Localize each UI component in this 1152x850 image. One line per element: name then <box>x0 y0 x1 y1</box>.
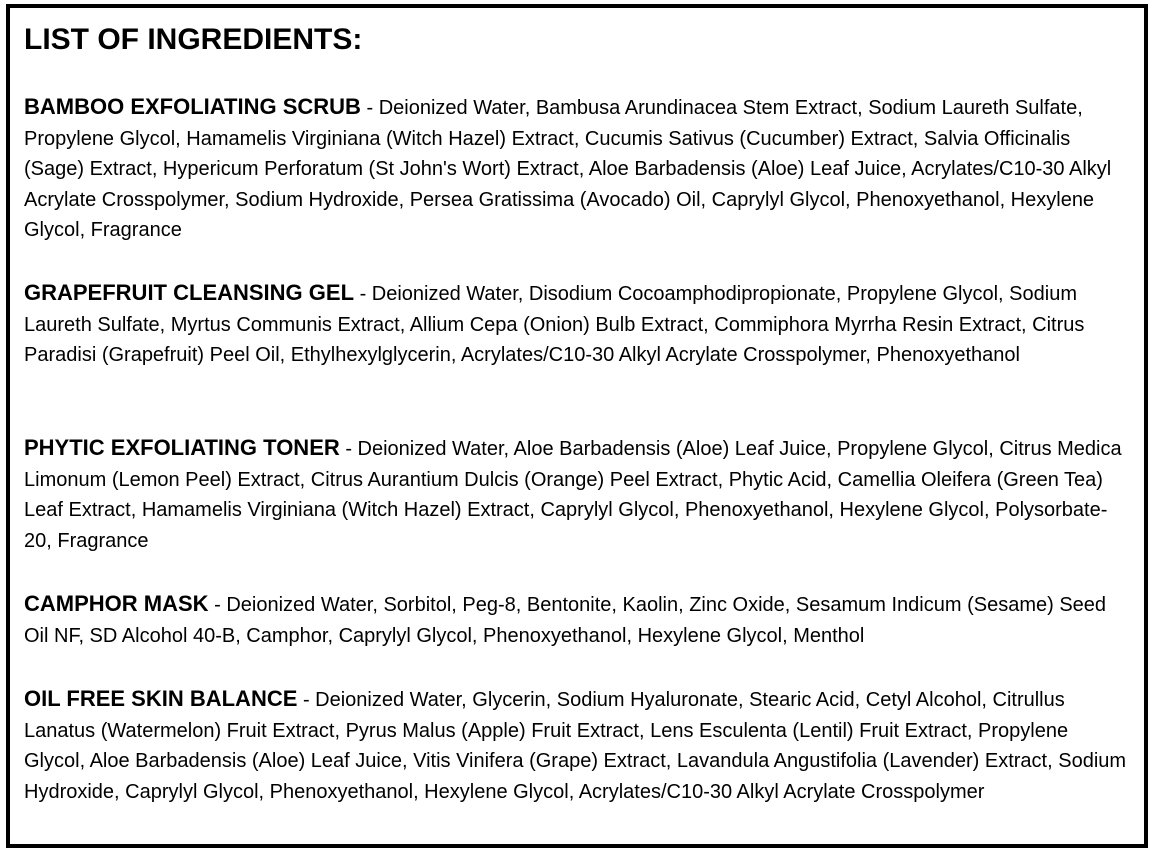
ingredient-list: Deionized Water, Disodium Cocoamphodipropionate, Propylene Glycol, Sodium Laureth Sulfate, Myrtus Communis Extract, Allium Cepa (Onion) Bulb Extract, Commiphora Myrrha Resin Extract, Citrus Paradisi (Grapefruit) Peel Oil, Ethylhexylglycerin, Acrylates/C10-30 Alkyl Acrylate Crosspolymer, Phenoxyethanol <box>24 283 1085 366</box>
separator: - <box>354 283 372 305</box>
ingredient-list: Deionized Water, Glycerin, Sodium Hyaluronate, Stearic Acid, Cetyl Alcohol, Citrullus Lanatus (Watermelon) Fruit Extract, Pyrus Malus (Apple) Fruit Extract, Lens Esculenta (Lentil) Fruit Extract, Propylene Glycol, Aloe Barbadensis (Aloe) Leaf Juice, Vitis Vinifera (Grape) Extract, Lavandula Angustifolia (Lavender) Extract, Sodium Hydroxide, Caprylyl Glycol, Phenoxyethanol, Hexylene Glycol, Acrylates/C10-30 Alkyl Acrylate Crosspolymer <box>24 689 1127 803</box>
product-name: BAMBOO EXFOLIATING SCRUB <box>24 94 361 119</box>
ingredient-list: Deionized Water, Sorbitol, Peg-8, Bentonite, Kaolin, Zinc Oxide, Sesamum Indicum (Sesame) Seed Oil NF, SD Alcohol 40-B, Camphor, Caprylyl Glycol, Phenoxyethanol, Hexylene Glycol, Menthol <box>24 594 1107 647</box>
product-section-oil-free-skin-balance <box>24 684 1130 807</box>
product-section-bamboo-exfoliating-scrub <box>24 92 1130 246</box>
ingredients-panel <box>6 4 1148 848</box>
ingredient-list: Deionized Water, Aloe Barbadensis (Aloe) Leaf Juice, Propylene Glycol, Citrus Medica Limonum (Lemon Peel) Extract, Citrus Aurantium Dulcis (Orange) Peel Extract, Phytic Acid, Camellia Oleifera (Green Tea) Leaf Extract, Hamamelis Virginiana (Witch Hazel) Extract, Caprylyl Glycol, Phenoxyethanol, Hexylene Glycol, Polysorbate-20, Fragrance <box>24 438 1122 552</box>
separator: - <box>360 97 379 119</box>
page-title: LIST OF INGREDIENTS: <box>24 23 363 56</box>
ingredient-list: Deionized Water, Bambusa Arundinacea Stem Extract, Sodium Laureth Sulfate, Propylene Glycol, Hamamelis Virginiana (Witch Hazel) Extract, Cucumis Sativus (Cucumber) Extract, Salvia Officinalis (Sage) Extract, Hypericum Perforatum (St John's Wort) Extract, Aloe Barbadensis (Aloe) Leaf Juice, Acrylates/C10-30 Alkyl Acrylate Crosspolymer, Sodium Hydroxide, Persea Gratissima (Avocado) Oil, Caprylyl Glycol, Phenoxyethanol, Hexylene Glycol, Fragrance <box>24 97 1112 241</box>
separator: - <box>297 689 316 711</box>
product-section-phytic-exfoliating-toner <box>24 433 1130 556</box>
product-section-grapefruit-cleansing-gel <box>24 278 1130 371</box>
separator: - <box>339 438 358 460</box>
product-name: GRAPEFRUIT CLEANSING GEL <box>24 280 355 305</box>
product-name: CAMPHOR MASK <box>24 591 209 616</box>
product-name: OIL FREE SKIN BALANCE <box>24 686 298 711</box>
separator: - <box>208 594 227 616</box>
product-name: PHYTIC EXFOLIATING TONER <box>24 435 340 460</box>
product-section-camphor-mask <box>24 589 1130 651</box>
